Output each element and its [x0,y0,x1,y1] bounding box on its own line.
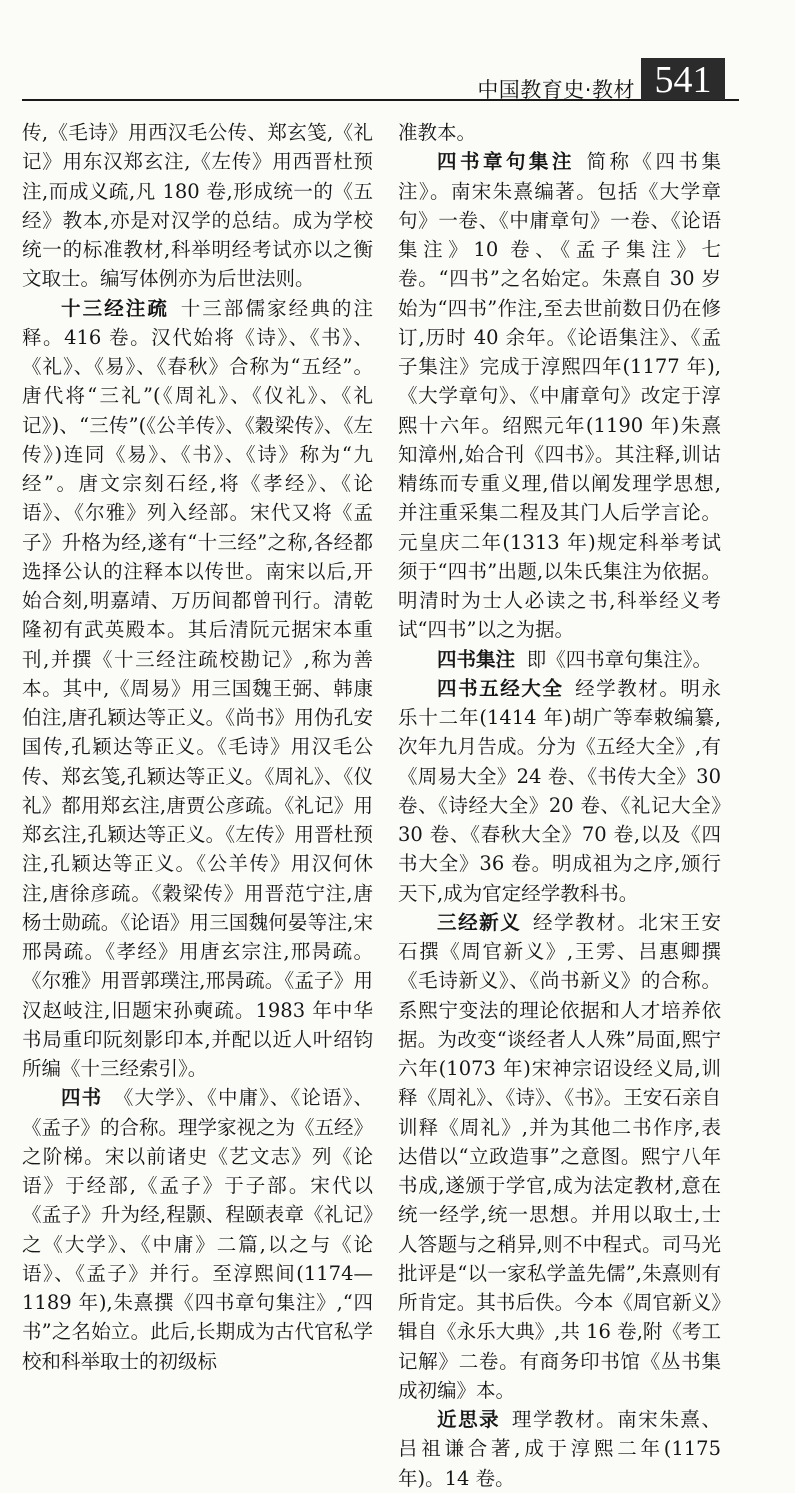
entry-sanjing-xinyi [398,908,721,1405]
entry-jinsilu [398,1405,721,1493]
entry-shisanjing-zhushu [22,294,373,1084]
running-header [0,58,795,108]
right-column [398,118,721,1493]
entry-text: 十三部儒家经典的注释。416 卷。汉代始将《诗》、《书》、《礼》、《易》、《春秋》合称为“五经”。唐代将“三礼”(《周礼》、《仪礼》、《礼记》)、“三传”(《公羊传》、《穀梁传》、《左传》)连同《易》、《书》、《诗》称为“九经”。唐文宗刻石经,将《孝经》、《论语》、《尔雅》列入经部。宋代又将《孟子》升格为经,遂有“十三经”之称,各经都选择公认的注释本以传世。南宋以后,开始合刻,明嘉靖、万历间都曾刊行。清乾隆初有武英殿本。其后清阮元据宋本重刊,并撰《十三经注疏校勘记》,称为善本。其中,《周易》用三国魏王弼、韩康伯注,唐孔颖达等正义。《尚书》用伪孔安国传,孔颖达等正义。《毛诗》用汉毛公传、郑玄笺,孔颖达等正义。《周礼》、《仪礼》都用郑玄注,唐贾公彦疏。《礼记》用郑玄注,孔颖达等正义。《左传》用晋杜预注,孔颖达等正义。《公羊传》用汉何休注,唐徐彦疏。《穀梁传》用晋范宁注,唐杨士勋疏。《论语》用三国魏何晏等注,宋邢昺疏。《孝经》用唐玄宗注,邢昺疏。《尔雅》用晋郭璞注,邢昺疏。《孟子》用汉赵岐注,旧题宋孙奭疏。1983 年中华书局重印阮刻影印本,并配以近人叶绍钧所编《十三经索引》。 [22,296,373,1080]
entry-text: 《大学》、《中庸》、《论语》、《孟子》的合称。理学家视之为《五经》之阶梯。宋以前诸史《艺文志》列《论语》于经部,《孟子》于子部。宋代以《孟子》升为经,程颢、程颐表章《礼记》之《大学》、《中庸》二篇,以之与《论语》、《孟子》并行。至淳熙间(1174—1189 年),朱熹撰《四书章句集注》,“四书”之名始立。此后,长期成为古代官私学校和科举取士的初级标 [22,1086,374,1373]
left-column [22,118,373,1376]
entry-term: 三经新义 [437,910,522,934]
entry-continuation [22,118,373,294]
entry-continuation [398,118,721,147]
entry-text: 准教本。 [398,121,477,144]
entry-term: 十三经注疏 [61,296,169,320]
entry-sishu [22,1083,373,1376]
entry-term: 近思录 [437,1408,501,1431]
entry-text: 理学教材。南宋朱熹、吕祖谦合著,成于淳熙二年(1175 年)。14 卷。 [398,1408,721,1490]
entry-term: 四书 [61,1086,103,1110]
entry-sishu-wujing-daquan [398,674,721,908]
entry-text: 传,《毛诗》用西汉毛公传、郑玄笺,《礼记》用东汉郑玄注,《左传》用西晋杜预注,而成义疏,凡 180 卷,形成统一的《五经》教本,亦是对汉学的总结。成为学校统一的标准教材,科举明经考试亦以之衡文取士。编写体例亦为后世法则。 [22,121,373,291]
header-title: 中国教育史·教材 [477,78,635,102]
entry-text: 即《四书章句集注》。 [526,647,712,671]
entry-text: 经学教材。明永乐十二年(1414 年)胡广等奉敕编纂,次年九月告成。分为《五经大全》,有《周易大全》24 卷、《书传大全》30 卷、《诗经大全》20 卷、《礼记大全》30 卷、《春秋大全》70 卷,以及《四书大全》36 卷。明成祖为之序,颁行天下,成为官定经学教科书。 [398,676,721,905]
entry-text: 经学教材。北宋王安石撰《周官新义》,王雱、吕惠卿撰《毛诗新义》、《尚书新义》的合称。系熙宁变法的理论依据和人才培养依据。为改变“谈经者人人殊”局面,熙宁六年(1073 年)宋神宗诏设经义局,训释《周礼》、《诗》、《书》。王安石亲自训释《周礼》,并为其他二书作序,表达借以“立政造事”之意图。熙宁八年书成,遂颁于学官,成为法定教材,意在统一经学,统一思想。并用以取士,士人答题与之稍异,则不中程式。司马光批评是“以一家私学盖先儒”,朱熹则有所肯定。其书后佚。今本《周官新义》辑自《永乐大典》,共 16 卷,附《考工记解》二卷。有商务印书馆《丛书集成初编》本。 [398,910,721,1402]
entry-sishu-jizhu [398,645,721,674]
page-number: 541 [641,58,725,100]
entry-term: 四书章句集注 [437,150,575,174]
entry-term: 四书集注 [437,647,516,671]
entry-text: 简称《四书集注》。南宋朱熹编著。包括《大学章句》一卷、《中庸章句》一卷、《论语集注》10 卷、《孟子集注》七卷。“四书”之名始定。朱熹自 30 岁始为“四书”作注,至去世前数日仍在修订,历时 40 余年。《论语集注》、《孟子集注》完成于淳熙四年(1177 年),《大学章句》、《中庸章句》改定于淳熙十六年。绍熙元年(1190 年)朱熹知漳州,始合刊《四书》。其注释,训诂精练而专重义理,借以阐发理学思想,并注重采集二程及其门人后学言论。元皇庆二年(1313 年)规定科举考试须于“四书”出题,以朱氏集注为依据。明清时为士人必读之书,科举经义考试“四书”以之为据。 [398,150,721,642]
entry-sishu-zhangju-jizhu [398,147,721,644]
entry-term: 四书五经大全 [437,676,564,700]
